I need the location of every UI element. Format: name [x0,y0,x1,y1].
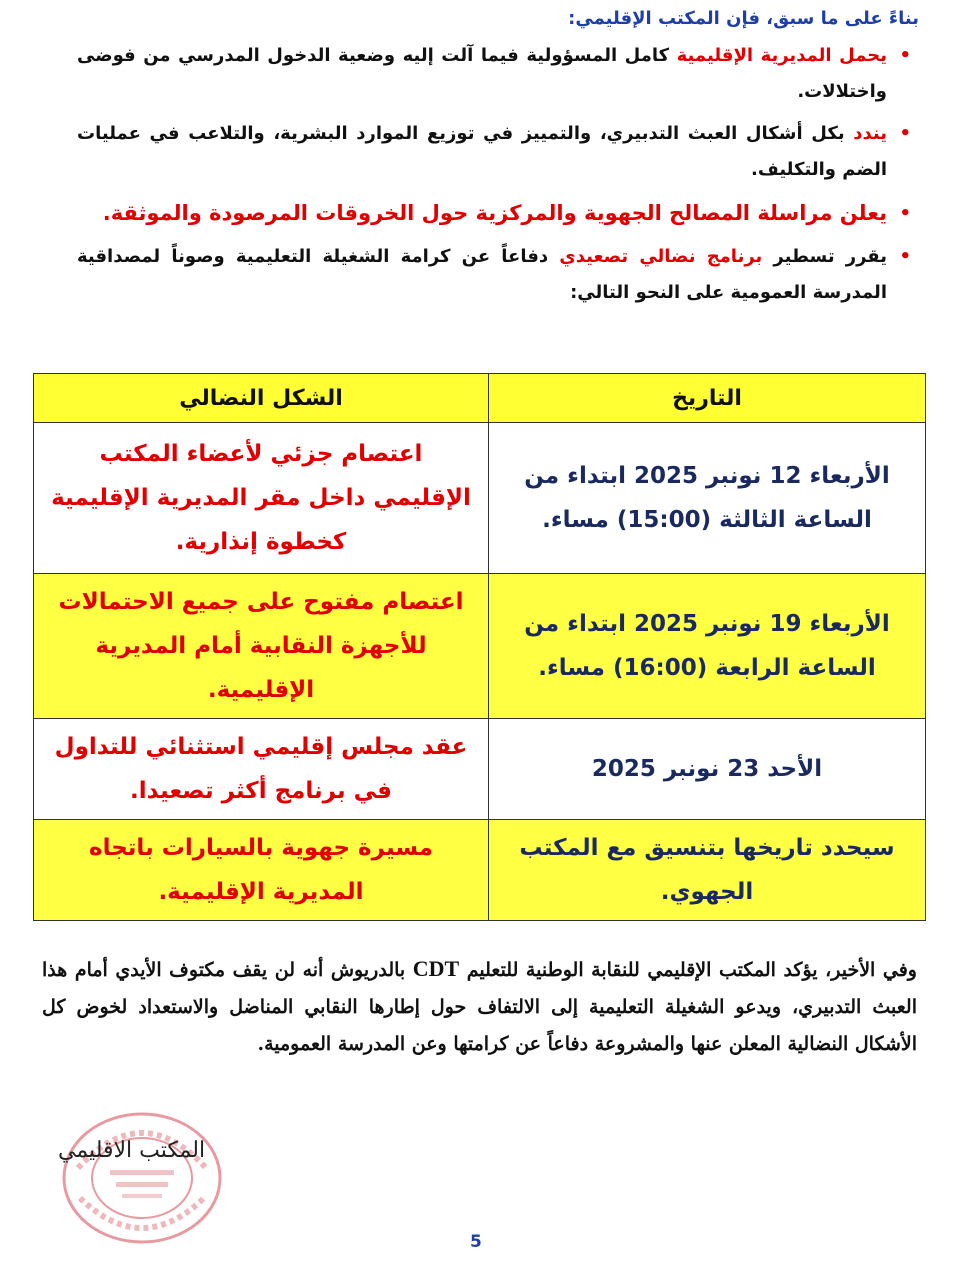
table-row [34,574,926,719]
closing-part1: وفي الأخير، يؤكد المكتب الإقليمي للنقابة الوطنية للتعليم [459,959,917,981]
row-date: الأربعاء 19 نونبر 2025 ابتداء من الساعة الرابعة (16:00) مساء. [489,574,926,719]
closing-paragraph [42,950,917,1063]
bullet-text: كامل المسؤولية فيما آلت إليه وضعية الدخول المدرسي من فوضى واختلالات. [77,45,887,102]
header-date: التاريخ [489,374,926,423]
row-form: اعتصام جزئي لأعضاء المكتب الإقليمي داخل مقر المديرية الإقليمية كخطوة إنذارية. [34,423,489,574]
cdt-label: CDT [412,956,460,981]
table-row [34,719,926,820]
bullet-highlight: يندد [853,123,887,144]
bullet-pre: يقرر تسطير [762,246,887,267]
table-row [34,820,926,921]
struggle-schedule-table [33,373,926,921]
row-form: مسيرة جهوية بالسيارات باتجاه المديرية الإقليمية. [34,820,489,921]
bullet-highlight: يحمل المديرية الإقليمية [676,45,887,66]
signature: المكتب الاقليمي [58,1138,206,1163]
header-form: الشكل النضالي [34,374,489,423]
bullet-icon: • [899,45,911,66]
bullet-icon: • [899,123,911,144]
list-item [77,116,917,188]
bullet-text: دفاعاً عن كرامة الشغيلة التعليمية وصوناً لمصداقية المدرسة العمومية على النحو التالي: [77,246,887,303]
bullet-text: بكل أشكال العبث التدبيري، والتمييز في توزيع الموارد البشرية، والتلاعب في عمليات الضم والتكليف. [77,123,887,180]
bullet-highlight: برنامج نضالي تصعيدي [559,246,763,267]
intro-heading: بناءً على ما سبق، فإن المكتب الإقليمي: [568,8,919,29]
list-item [77,194,917,233]
bullet-text: يعلن مراسلة المصالح الجهوية والمركزية حول الخروقات المرصودة والموثقة. [102,201,887,225]
row-date: الأربعاء 12 نونبر 2025 ابتداء من الساعة الثالثة (15:00) مساء. [489,423,926,574]
page-number: 5 [470,1232,482,1252]
row-date: الأحد 23 نونبر 2025 [489,719,926,820]
closing-part2: بالدريوش أنه لن يقف مكتوف الأيدي أمام هذا العبث التدبيري، ويدعو الشغيلة التعليمية إلى الالتفاف حول إطارها النقابي المناضل والاستعداد لخوض كل الأشكال النضالية المعلن عنها والمشروعة دفاعاً عن كرامتها وعن المدرسة العمومية. [42,959,917,1055]
decision-list [77,38,917,317]
list-item [77,239,917,311]
table-header-row [34,374,926,423]
bullet-icon: • [899,246,911,267]
row-date: سيحدد تاريخها بتنسيق مع المكتب الجهوي. [489,820,926,921]
row-form: اعتصام مفتوح على جميع الاحتمالات للأجهزة النقابية أمام المديرية الإقليمية. [34,574,489,719]
office-stamp [58,1108,226,1248]
bullet-icon: • [899,203,911,224]
table-row [34,423,926,574]
row-form: عقد مجلس إقليمي استثنائي للتداول في برنامج أكثر تصعيدا. [34,719,489,820]
list-item [77,38,917,110]
